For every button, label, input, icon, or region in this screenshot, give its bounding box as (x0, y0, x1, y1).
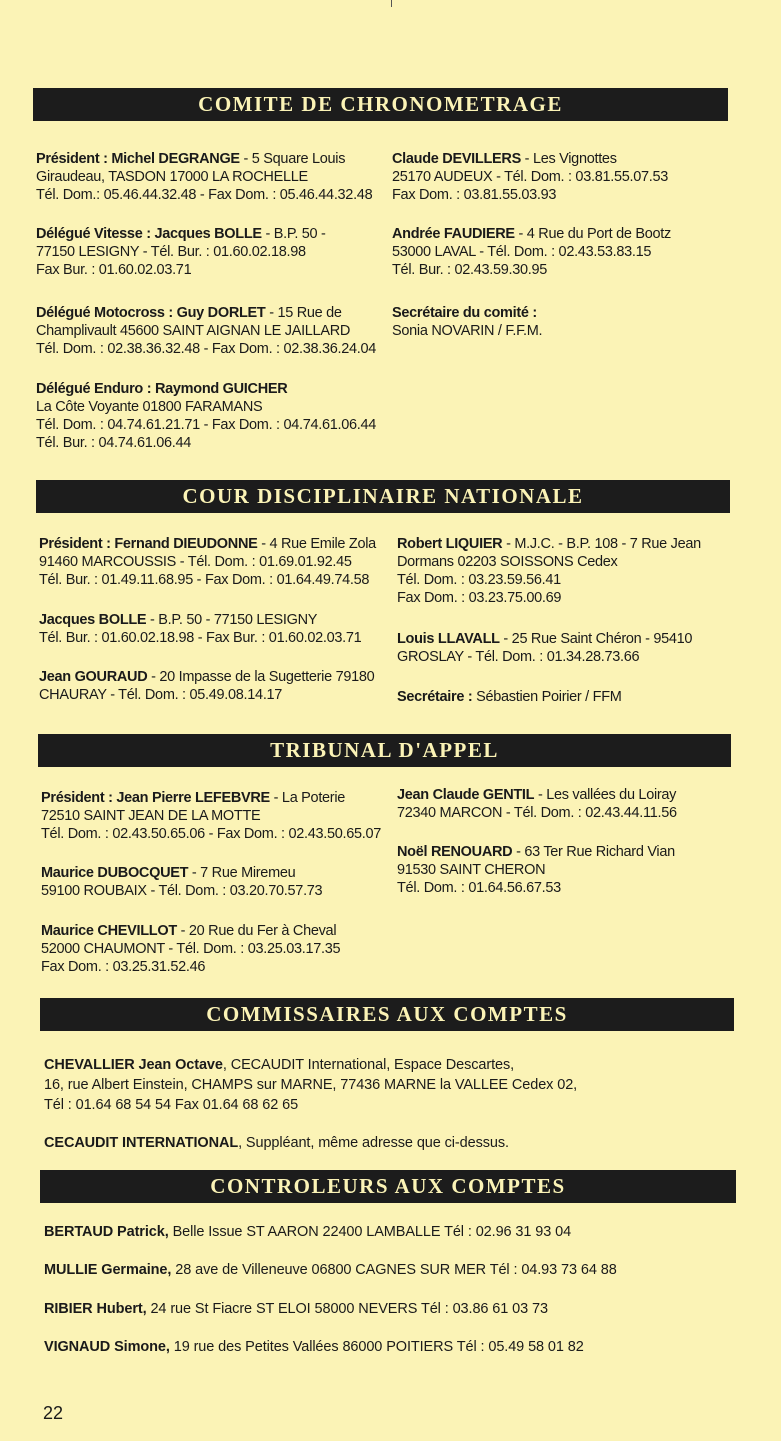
entry-line: 53000 LAVAL - Tél. Dom. : 02.43.53.83.15 (392, 244, 652, 260)
entry-controleur-vignaud (44, 1337, 584, 1357)
entry-tribunal-gentil (397, 786, 677, 822)
entry-chrono-faudiere (392, 225, 671, 279)
entry-controleur-ribier (44, 1299, 548, 1319)
section-header-controleurs: CONTROLEURS AUX COMPTES (40, 1170, 736, 1203)
entry-line: - 7 Rue Miremeu (188, 865, 296, 881)
entry-line: Tél. Dom. : 03.23.59.56.41 (397, 572, 561, 588)
entry-line: - M.J.C. - B.P. 108 - 7 Rue Jean (502, 536, 701, 552)
entry-line: - 20 Impasse de la Sugetterie 79180 (147, 669, 375, 685)
entry-chrono-dorlet (36, 304, 376, 358)
entry-chrono-guicher (36, 380, 376, 452)
entry-line: Tél. Dom. : 02.38.36.32.48 - Fax Dom. : 02.38.36.24.04 (36, 341, 377, 357)
entry-name: Président : Michel DEGRANGE (36, 151, 240, 167)
entry-name: CHEVALLIER Jean Octave (44, 1057, 223, 1073)
entry-line: Tél. Bur. : 04.74.61.06.44 (36, 435, 192, 451)
entry-line: - La Poterie (269, 790, 346, 806)
entry-tribunal-dubocquet (41, 864, 322, 900)
entry-line: Tél. Dom.: 05.46.44.32.48 - Fax Dom. : 05.46.44.32.48 (36, 187, 373, 203)
entry-line: 72340 MARCON - Tél. Dom. : 02.43.44.11.56 (397, 805, 677, 821)
entry-name: Claude DEVILLERS (392, 151, 521, 167)
entry-line: - 25 Rue Saint Chéron - 95410 (499, 631, 693, 647)
entry-line: Fax Dom. : 03.23.75.00.69 (397, 590, 562, 606)
entry-line: Sébastien Poirier / FFM (472, 689, 622, 705)
section-header-commissaires: COMMISSAIRES AUX COMPTES (40, 998, 734, 1031)
entry-name: Robert LIQUIER (397, 536, 503, 552)
entry-name: Andrée FAUDIERE (392, 226, 515, 242)
entry-line: 25170 AUDEUX - Tél. Dom. : 03.81.55.07.53 (392, 169, 668, 185)
entry-line: 19 rue des Petites Vallées 86000 POITIERS Tél : 05.49 58 01 82 (169, 1339, 584, 1355)
entry-commissaire-chevallier (44, 1055, 577, 1115)
entry-line: Fax Dom. : 03.25.31.52.46 (41, 959, 206, 975)
entry-line: Giraudeau, TASDON 17000 LA ROCHELLE (36, 169, 308, 185)
entry-line: 28 ave de Villeneuve 06800 CAGNES SUR MER Tél : 04.93 73 64 88 (171, 1262, 617, 1278)
entry-line: - 20 Rue du Fer à Cheval (176, 923, 337, 939)
entry-line: - 5 Square Louis (239, 151, 346, 167)
entry-line: - Les Vignottes (520, 151, 617, 167)
entry-line: Belle Issue ST AARON 22400 LAMBALLE Tél : 02.96 31 93 04 (168, 1224, 572, 1240)
entry-name: Délégué Motocross : Guy DORLET (36, 305, 266, 321)
entry-line: Sonia NOVARIN / F.F.M. (392, 323, 543, 339)
entry-chrono-secretaire (392, 304, 542, 340)
crop-mark (391, 0, 392, 7)
entry-line: - 63 Ter Rue Richard Vian (512, 844, 675, 860)
entry-line: GROSLAY - Tél. Dom. : 01.34.28.73.66 (397, 649, 640, 665)
entry-line: 77150 LESIGNY - Tél. Bur. : 01.60.02.18.98 (36, 244, 306, 260)
entry-line: 72510 SAINT JEAN DE LA MOTTE (41, 808, 261, 824)
entry-tribunal-renouard (397, 843, 675, 897)
entry-line: Champlivault 45600 SAINT AIGNAN LE JAILLARD (36, 323, 351, 339)
entry-line: - Les vallées du Loiray (534, 787, 677, 803)
entry-line: Fax Bur. : 01.60.02.03.71 (36, 262, 192, 278)
entry-name: Maurice CHEVILLOT (41, 923, 177, 939)
entry-cour-dieudonne (39, 535, 376, 589)
entry-line: Tél. Dom. : 04.74.61.21.71 - Fax Dom. : 04.74.61.06.44 (36, 417, 377, 433)
entry-name: MULLIE Germaine, (44, 1262, 172, 1278)
entry-line: - 15 Rue de (265, 305, 342, 321)
entry-name: Secrétaire : (397, 689, 473, 705)
entry-line: Dormans 02203 SOISSONS Cedex (397, 554, 618, 570)
entry-name: Jean GOURAUD (39, 669, 148, 685)
entry-cour-liquier (397, 535, 701, 607)
entry-line: - 4 Rue du Port de Bootz (514, 226, 671, 242)
entry-line: 52000 CHAUMONT - Tél. Dom. : 03.25.03.17.35 (41, 941, 341, 957)
entry-line: Tél. Bur. : 01.60.02.18.98 - Fax Bur. : 01.60.02.03.71 (39, 630, 362, 646)
entry-line: - 4 Rue Emile Zola (257, 536, 376, 552)
section-header-chronometrage: COMITE DE CHRONOMETRAGE (33, 88, 728, 121)
entry-name: Jacques BOLLE (39, 612, 147, 628)
entry-line: La Côte Voyante 01800 FARAMANS (36, 399, 263, 415)
entry-name: Délégué Enduro : Raymond GUICHER (36, 381, 288, 397)
entry-name: VIGNAUD Simone, (44, 1339, 170, 1355)
entry-cour-gouraud (39, 668, 374, 704)
entry-cour-llavall (397, 630, 692, 666)
entry-line: Tél : 01.64 68 54 54 Fax 01.64 68 62 65 (44, 1097, 299, 1113)
entry-line: - B.P. 50 - 77150 LESIGNY (146, 612, 318, 628)
entry-tribunal-lefebvre (41, 789, 381, 843)
entry-line: 16, rue Albert Einstein, CHAMPS sur MARNE, 77436 MARNE la VALLEE Cedex 02, (44, 1077, 578, 1093)
entry-name: RIBIER Hubert, (44, 1301, 147, 1317)
entry-cour-bolle (39, 611, 361, 647)
entry-name: Maurice DUBOCQUET (41, 865, 189, 881)
entry-chrono-degrange (36, 150, 372, 204)
entry-line: - B.P. 50 - (261, 226, 326, 242)
entry-line: Tél. Dom. : 01.64.56.67.53 (397, 880, 561, 896)
entry-name: Président : Fernand DIEUDONNE (39, 536, 258, 552)
entry-controleur-bertaud (44, 1222, 571, 1242)
entry-name: BERTAUD Patrick, (44, 1224, 169, 1240)
entry-chrono-bolle (36, 225, 326, 279)
entry-name: Noël RENOUARD (397, 844, 513, 860)
entry-line: Tél. Dom. : 02.43.50.65.06 - Fax Dom. : 02.43.50.65.07 (41, 826, 382, 842)
entry-line: 59100 ROUBAIX - Tél. Dom. : 03.20.70.57.73 (41, 883, 323, 899)
section-header-tribunal-appel: TRIBUNAL D'APPEL (38, 734, 731, 767)
entry-chrono-devillers (392, 150, 668, 204)
entry-name: Délégué Vitesse : Jacques BOLLE (36, 226, 262, 242)
section-header-cour-disciplinaire: COUR DISCIPLINAIRE NATIONALE (36, 480, 730, 513)
entry-name: Président : Jean Pierre LEFEBVRE (41, 790, 270, 806)
entry-name: Jean Claude GENTIL (397, 787, 535, 803)
entry-tribunal-chevillot (41, 922, 340, 976)
entry-commissaire-cecaudit (44, 1133, 509, 1153)
entry-cour-secretaire (397, 688, 622, 706)
entry-line: Tél. Bur. : 01.49.11.68.95 - Fax Dom. : 01.64.49.74.58 (39, 572, 370, 588)
entry-controleur-mullie (44, 1260, 617, 1280)
entry-line: , Suppléant, même adresse que ci-dessus. (238, 1135, 509, 1151)
entry-name: Secrétaire du comité : (392, 305, 537, 321)
entry-line: 91530 SAINT CHERON (397, 862, 546, 878)
entry-line: 91460 MARCOUSSIS - Tél. Dom. : 01.69.01.92.45 (39, 554, 352, 570)
entry-line: , CECAUDIT International, Espace Descartes, (222, 1057, 515, 1073)
page-number: 22 (43, 1403, 64, 1423)
entry-name: Louis LLAVALL (397, 631, 500, 647)
entry-line: Tél. Bur. : 02.43.59.30.95 (392, 262, 548, 278)
entry-line: Fax Dom. : 03.81.55.03.93 (392, 187, 557, 203)
entry-line: CHAURAY - Tél. Dom. : 05.49.08.14.17 (39, 687, 283, 703)
entry-name: CECAUDIT INTERNATIONAL (44, 1135, 239, 1151)
entry-line: 24 rue St Fiacre ST ELOI 58000 NEVERS Tél : 03.86 61 03 73 (146, 1301, 548, 1317)
